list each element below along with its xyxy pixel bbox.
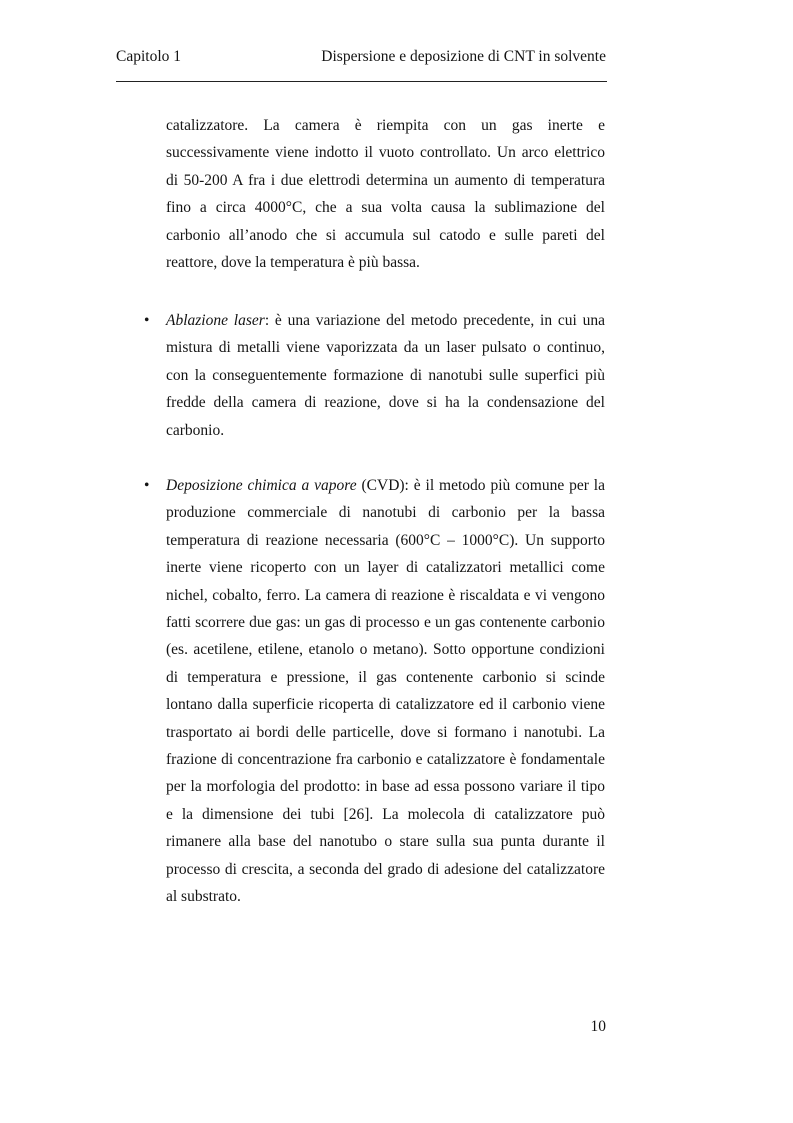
list-item-text: (CVD): è il metodo più comune per la produzione commerciale di nanotubi di carbonio per la bassa temperatura di reazione necessaria (600°C – 1000°C). Un supporto inerte viene ricoperto con un layer di catalizzatori metallici come nichel, cobalto, ferro. La camera di reazione è riscaldata e vi vengono fatti scorrere due gas: un gas di processo e un gas contenente carbonio (es. acetilene, etilene, etanolo o metano). Sotto opportune condizioni di temperatura e pressione, il gas contenente carbonio si scinde lontano dalla superficie ricoperta di catalizzatore ed il carbonio viene trasportato ai bordi delle particelle, dove si formano i nanotubi. La frazione di concentrazione fra carbonio e catalizzatore è fondamentale per la morfologia del prodotto: in base ad essa possono variare il tipo e la dimensione dei tubi [26]. La molecola di catalizzatore può rimanere alla base del nanotubo o stare sulla sua punta durante il processo di crescita, a seconda del grado di adesione del catalizzatore al substrato. [166, 477, 605, 906]
header-divider [116, 81, 607, 82]
list-item-term: Ablazione laser [166, 312, 265, 329]
chapter-label: Capitolo 1 [116, 48, 182, 65]
section-title: Dispersione e deposizione di CNT in solvente [321, 48, 606, 65]
list-item-cvd [166, 472, 605, 911]
bullet-marker: • [144, 477, 150, 494]
continuation-paragraph: catalizzatore. La camera è riempita con un gas inerte e successivamente viene indotto il vuoto controllato. Un arco elettrico di 50-200 A fra i due elettrodi determina un aumento di temperatura fino a circa 4000°C, che a sua volta causa la sublimazione del carbonio all’anodo che si accumula sul catodo e sulle pareti del reattore, dove la temperatura è più bassa. [166, 117, 605, 272]
page-number: 10 [590, 1018, 606, 1035]
list-item-text: : è una variazione del metodo precedente, in cui una mistura di metalli viene vaporizzata da un laser pulsato o continuo, con la conseguentemente formazione di nanotubi sulle superfici più fredde della camera di reazione, dove si ha la condensazione del carbonio. [166, 312, 605, 439]
list-item-laser-ablation [166, 307, 605, 444]
running-header [116, 48, 606, 72]
bullet-marker: • [144, 312, 150, 329]
list-item-term: Deposizione chimica a vapore [166, 477, 357, 494]
